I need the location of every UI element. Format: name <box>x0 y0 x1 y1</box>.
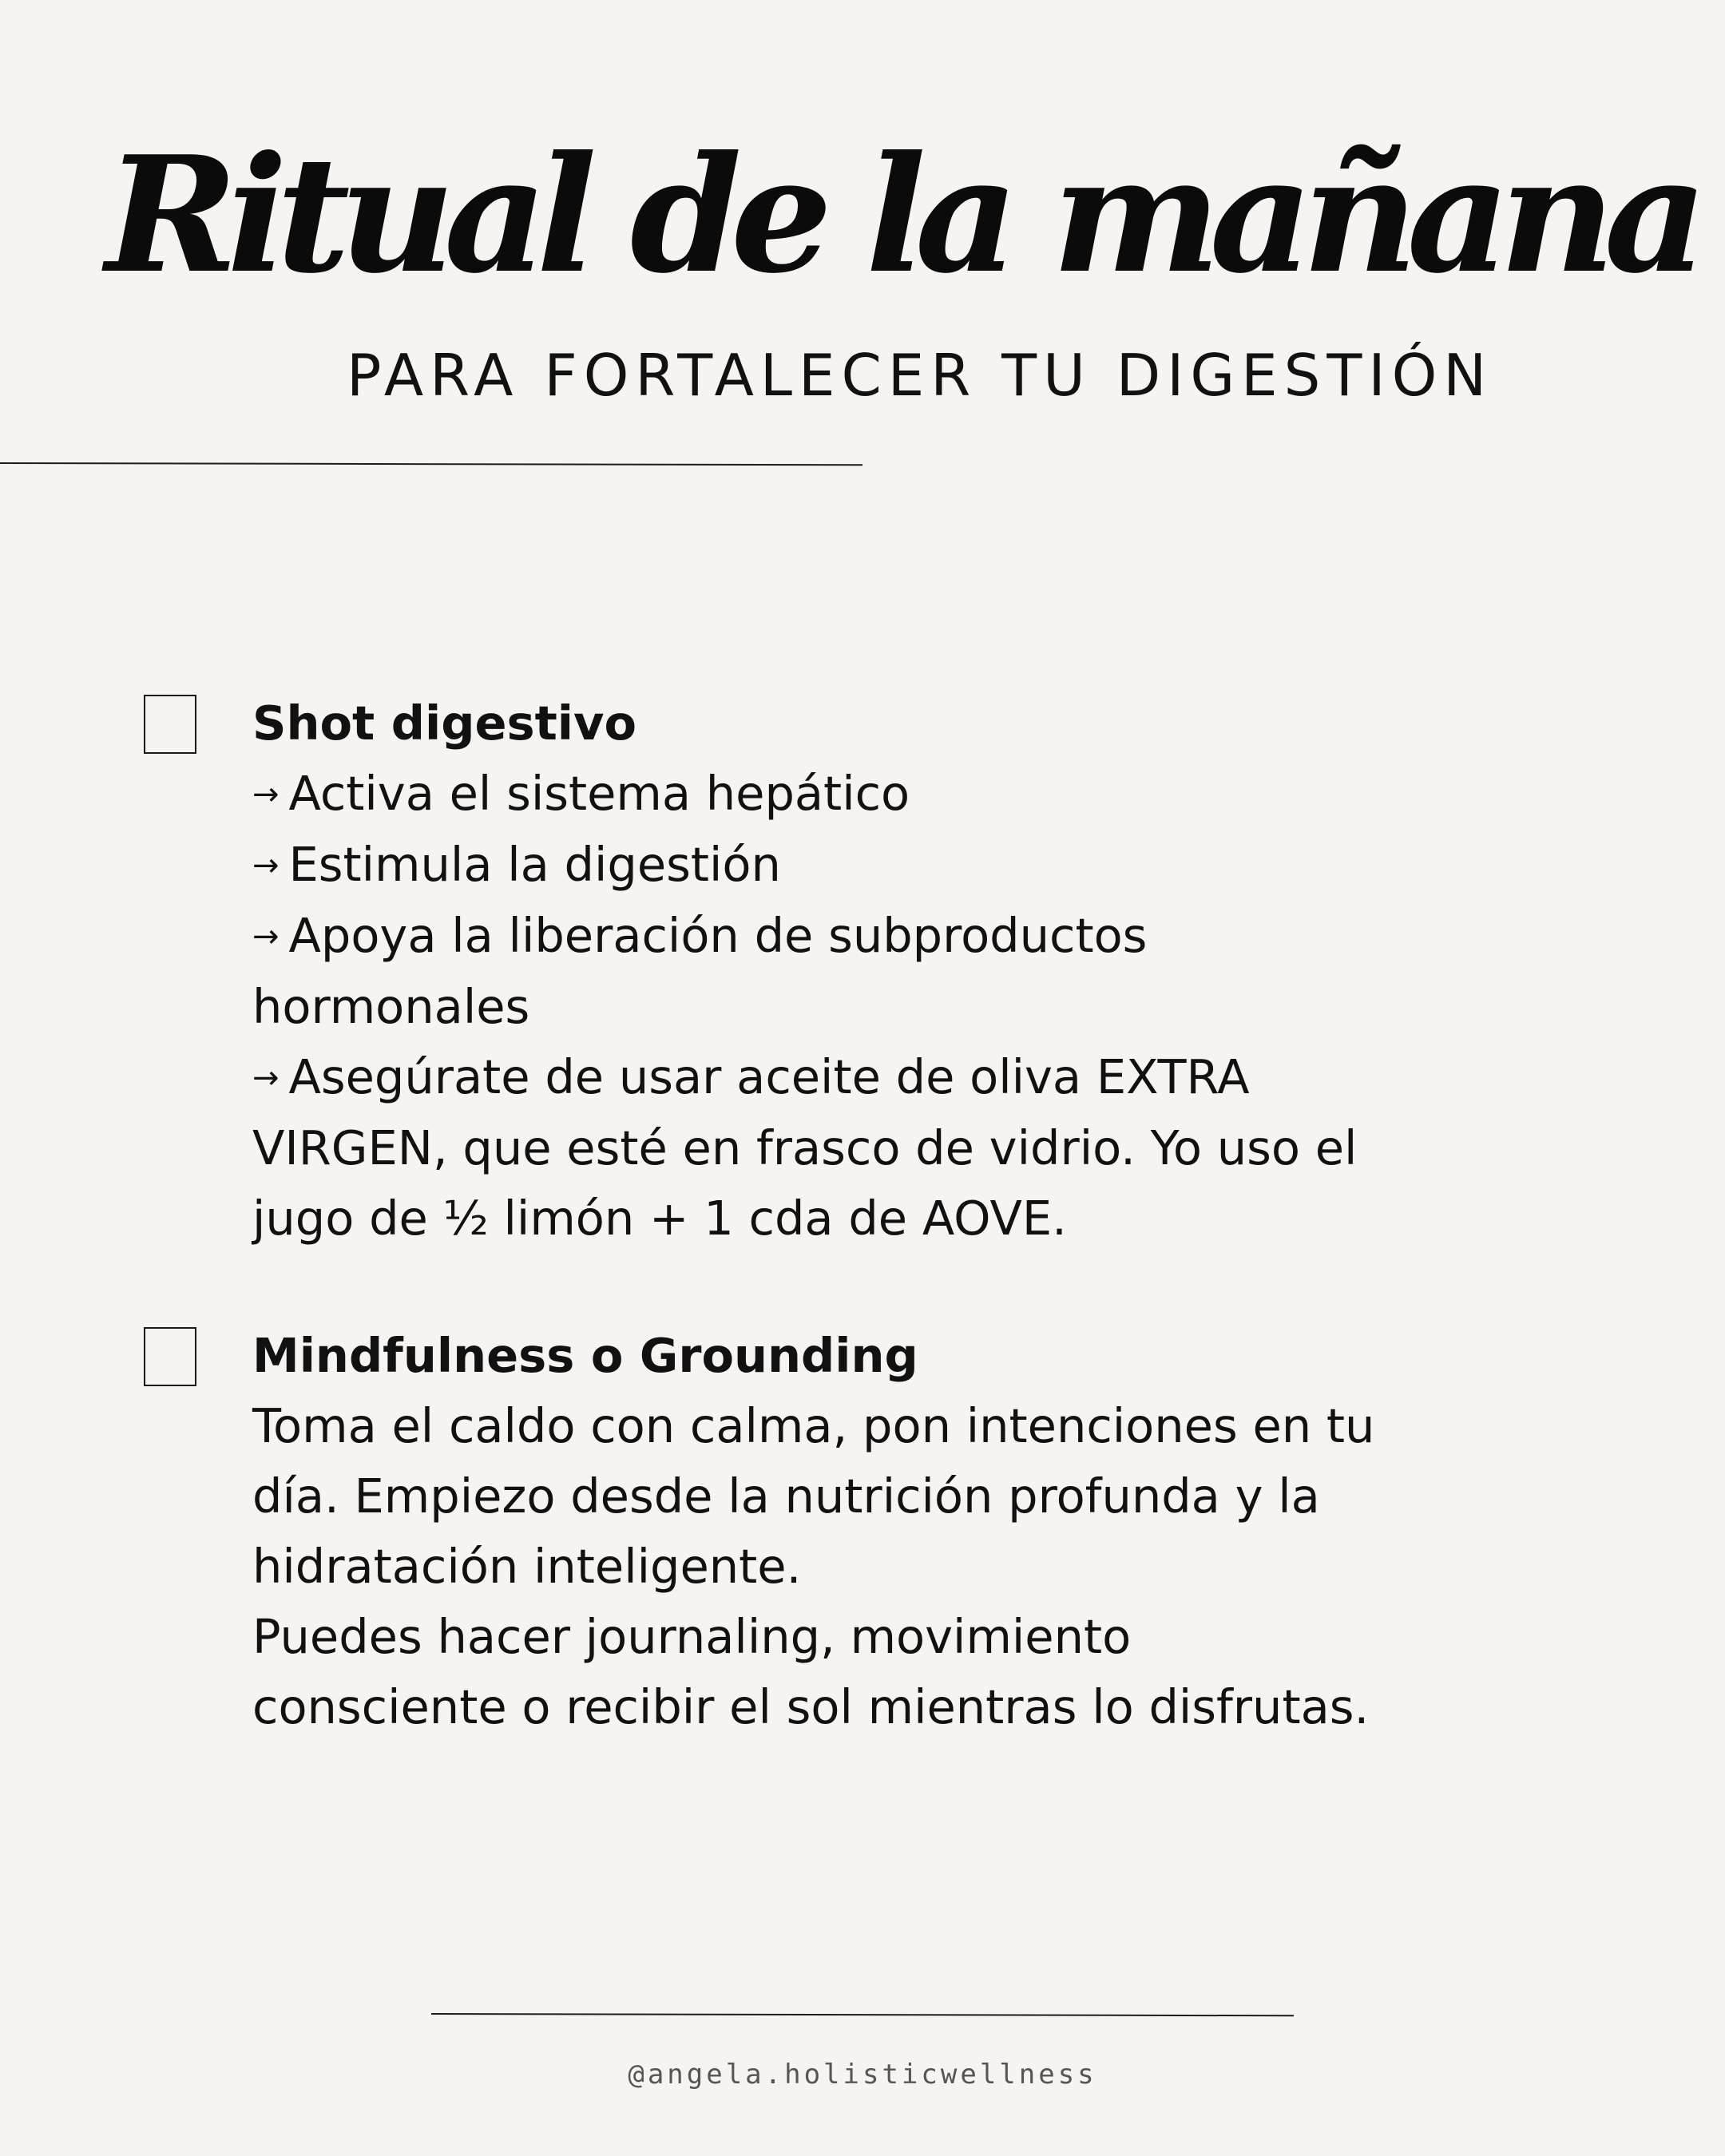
checklist-item-content <box>252 688 1498 1254</box>
body-line: hidratación inteligente. <box>252 1539 802 1594</box>
page-subtitle: PARA FORTALECER TU DIGESTIÓN <box>347 342 1493 409</box>
continuation-line: VIRGEN, que esté en frasco de vidrio. Yo uso el <box>252 1120 1358 1175</box>
bullet-text: Estimula la digestión <box>288 837 781 892</box>
bullet-text: Apoya la liberación de subproductos <box>288 908 1148 963</box>
social-handle: @angela.holisticwellness <box>628 2059 1097 2091</box>
body-line: consciente o recibir el sol mientras lo disfrutas. <box>252 1679 1370 1734</box>
checklist-item-content <box>252 1321 1498 1742</box>
bullet-line <box>252 1042 1498 1113</box>
bullet-line <box>252 901 1498 972</box>
arrow-icon: → <box>252 918 280 955</box>
checkbox[interactable] <box>144 1327 196 1386</box>
checklist-item-heading: Shot digestivo <box>252 696 637 751</box>
continuation-line: jugo de ½ limón + 1 cda de AOVE. <box>252 1191 1067 1246</box>
bullet-text: Activa el sistema hepático <box>288 766 910 821</box>
bullet-line <box>252 759 1498 830</box>
bullet-line <box>252 830 1498 901</box>
body-line: Puedes hacer journaling, movimiento <box>252 1609 1132 1664</box>
checklist-item-heading: Mindfulness o Grounding <box>252 1328 918 1383</box>
bullet-text: Asegúrate de usar aceite de oliva EXTRA <box>288 1049 1250 1104</box>
checkbox[interactable] <box>144 695 196 754</box>
body-line: día. Empiezo desde la nutrición profunda y la <box>252 1468 1320 1524</box>
bottom-divider <box>431 2013 1294 2016</box>
arrow-icon: → <box>252 776 280 813</box>
body-line: Toma el caldo con calma, pon intenciones en tu <box>252 1398 1375 1453</box>
arrow-icon: → <box>252 847 280 884</box>
arrow-icon: → <box>252 1060 280 1096</box>
page-title: Ritual de la mañana <box>105 121 1697 309</box>
top-divider <box>0 462 862 466</box>
continuation-line: hormonales <box>252 979 530 1034</box>
